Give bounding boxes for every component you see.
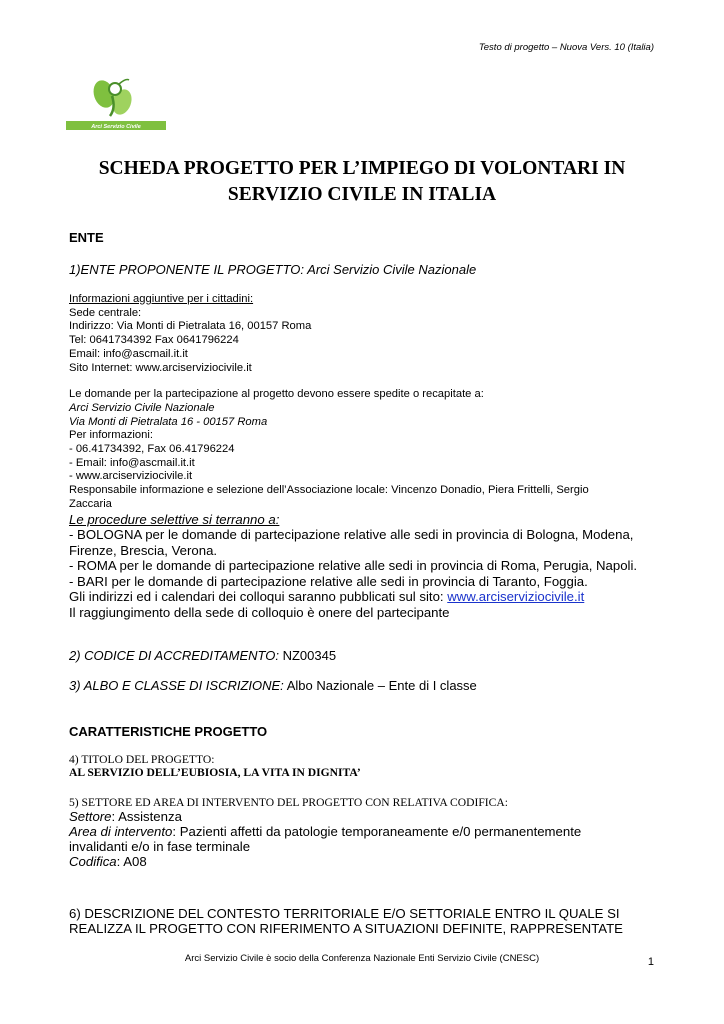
section-1-label: 1)ENTE PROPONENTE IL PROGETTO:	[69, 262, 305, 277]
section-2	[69, 648, 659, 663]
procedure-line: - BOLOGNA per le domande di partecipazione relative alle sedi in provincia di Bologna, Modena,	[69, 527, 634, 543]
logo-head	[109, 83, 121, 95]
settore-value: : Assistenza	[111, 809, 182, 825]
section-2-label: 2) CODICE DI ACCREDITAMENTO:	[69, 648, 279, 664]
domande-line: - Email: info@ascmail.it.it	[69, 456, 195, 469]
title-line-2: SERVIZIO CIVILE IN ITALIA	[227, 184, 497, 205]
codifica-value: : A08	[116, 854, 147, 870]
domande-line: Zaccaria	[69, 497, 112, 510]
procedure-line: - ROMA per le domande di partecipazione relative alle sedi in provincia di Roma, Perugia, Napoli.	[69, 558, 638, 574]
document-title	[60, 156, 664, 208]
domande-intro: Le domande per la partecipazione al progetto devono essere spedite o recapitate a:	[69, 388, 484, 401]
section-3	[69, 678, 659, 693]
section-4-label: 4) TITOLO DEL PROGETTO:	[69, 753, 215, 767]
title-line-1: SCHEDA PROGETTO PER L’IMPIEGO DI VOLONTARI IN	[98, 158, 626, 179]
section-6	[69, 906, 659, 936]
arci-servizio-civile-logo	[66, 72, 166, 134]
settore-label: Settore	[69, 809, 112, 825]
section-5	[69, 796, 659, 869]
codifica-label: Codifica	[69, 854, 117, 870]
domande-address: Via Monti di Pietralata 16 - 00157 Roma	[69, 415, 268, 428]
settore-line	[69, 809, 659, 824]
page-footer: Arci Servizio Civile è socio della Conferenza Nazionale Enti Servizio Civile (CNESC)	[184, 953, 540, 964]
procedure-line: Firenze, Brescia, Verona.	[69, 542, 218, 558]
calendar-text: Gli indirizzi ed i calendari dei colloqui saranno pubblicati sul sito:	[69, 589, 448, 605]
section-1-value: Arci Servizio Civile Nazionale	[307, 262, 477, 277]
header-note: Testo di progetto – Nuova Vers. 10 (Italia)	[478, 42, 654, 53]
procedure-block	[69, 512, 659, 621]
area-line-2: invalidanti e/o in fase terminale	[69, 839, 251, 855]
domande-line: - 06.41734392, Fax 06.41796224	[69, 443, 235, 456]
domande-line: - www.arciserviziocivile.it	[69, 470, 193, 483]
logo-text: Arci Servizio Civile	[91, 123, 141, 130]
info-line: Tel: 0641734392 Fax 0641796224	[69, 334, 239, 347]
document-body	[69, 230, 659, 936]
area-label: Area di intervento	[69, 824, 173, 840]
info-line: Sito Internet: www.arciserviziocivile.it	[69, 361, 252, 374]
codifica-line	[69, 854, 659, 869]
area-line	[69, 824, 659, 839]
procedure-line: - BARI per le domande di partecipazione relative alle sedi in provincia di Taranto, Foggia.	[69, 573, 588, 589]
info-line: Indirizzo: Via Monti di Pietralata 16, 00157 Roma	[69, 320, 312, 333]
info-line: Email: info@ascmail.it.it	[69, 347, 188, 360]
section-1	[69, 262, 659, 277]
section-6-line: 6) DESCRIZIONE DEL CONTESTO TERRITORIALE E/O SETTORIALE ENTRO IL QUALE SI	[69, 906, 620, 922]
section-3-label: 3) ALBO E CLASSE DI ISCRIZIONE:	[69, 678, 284, 694]
section-5-label: 5) SETTORE ED AREA DI INTERVENTO DEL PROGETTO CON RELATIVA CODIFICA:	[69, 796, 508, 810]
domande-line: Per informazioni:	[69, 429, 153, 442]
page-number: 1	[647, 956, 654, 968]
section-3-value: Albo Nazionale – Ente di I classe	[286, 678, 477, 694]
calendar-line	[69, 589, 659, 605]
section-6-line: REALIZZA IL PROGETTO CON RIFERIMENTO A SITUAZIONI DEFINITE, RAPPRESENTATE	[69, 921, 623, 937]
section-heading-caratteristiche: CARATTERISTICHE PROGETTO	[69, 724, 268, 740]
area-value: : Pazienti affetti da patologie temporaneamente e/0 permanentemente	[172, 824, 582, 840]
project-title: AL SERVIZIO DELL’EUBIOSIA, LA VITA IN DIGNITA’	[69, 766, 361, 780]
calendar-link[interactable]: www.arciserviziocivile.it	[447, 589, 585, 605]
procedure-heading: Le procedure selettive si terranno a:	[69, 511, 280, 527]
info-block	[69, 293, 659, 375]
logo-antenna	[119, 80, 129, 85]
domande-block	[69, 388, 659, 511]
section-2-value: NZ00345	[282, 648, 337, 664]
onere-line: Il raggiungimento della sede di colloquio è onere del partecipante	[69, 604, 450, 620]
section-heading-ente: ENTE	[69, 230, 104, 245]
section-4	[69, 753, 659, 779]
info-heading: Informazioni aggiuntive per i cittadini:	[69, 293, 254, 305]
info-line: Sede centrale:	[69, 306, 142, 319]
domande-line: Responsabile informazione e selezione dell’Associazione locale: Vincenzo Donadio, Piera Frittelli, Sergio	[69, 484, 589, 497]
domande-address: Arci Servizio Civile Nazionale	[69, 401, 215, 414]
